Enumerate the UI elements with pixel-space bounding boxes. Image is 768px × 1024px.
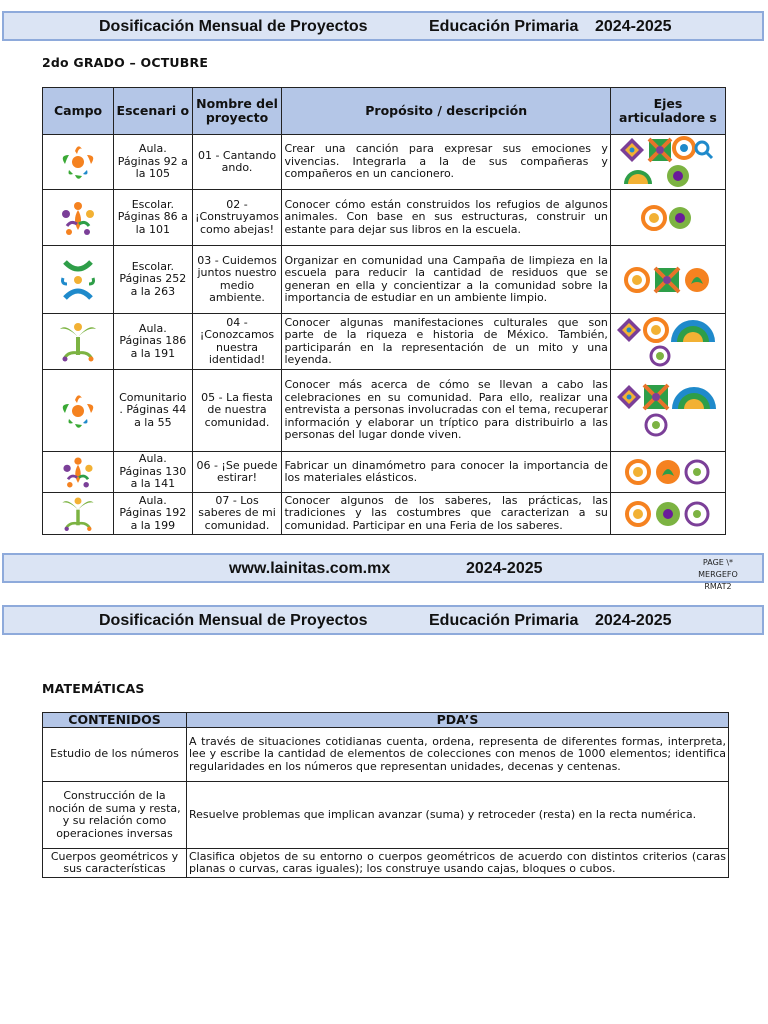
header-level: Educación Primaria <box>429 18 579 35</box>
interculturalidad-icon <box>656 460 680 484</box>
igualdad-genero-icon <box>696 142 712 158</box>
nombre-cell: 01 - Cantando ando. <box>192 135 282 190</box>
campo-lenguajes-icon <box>57 140 99 184</box>
interculturalidad-icon <box>644 385 668 409</box>
campo-cell <box>43 135 114 190</box>
table-row <box>43 493 726 535</box>
interculturalidad-icon <box>656 502 680 526</box>
inclusion-icon <box>617 318 641 342</box>
pda-cell: Clasifica objetos de su entorno o cuerpos geométricos de acuerdo con distintos criterios (caras planas o curvas, caras iguales); los construye usando cajas, bloques o cubos. <box>187 849 729 878</box>
table-row <box>43 849 729 878</box>
ejes-cell <box>610 246 725 314</box>
ejes-cell <box>610 135 725 190</box>
escenario-cell: Escolar. Páginas 86 a la 101 <box>114 190 192 246</box>
campo-humano-icon <box>57 319 99 365</box>
inclusion-icon <box>620 138 644 162</box>
col-campo: Campo <box>43 88 114 135</box>
vida-saludable-icon <box>669 207 691 229</box>
campo-cell <box>43 246 114 314</box>
math-table <box>42 712 729 878</box>
escenario-cell: Comunitario . Páginas 44 a la 55 <box>114 370 192 452</box>
campo-saberes-icon <box>57 196 99 240</box>
footer-website: www.lainitas.com.mx <box>229 560 391 577</box>
nombre-cell: 04 - ¡Conozcamos nuestra identidad! <box>192 314 282 370</box>
pda-cell: A través de situaciones cotidianas cuenta, ordena, representa de diferentes formas, interpreta, lee y escribe la cantidad de elementos de colecciones con menos de 1000 elementos; identifica regularidades en los números que representan unidades, decenas y centenas. <box>187 728 729 782</box>
projects-table-header <box>43 88 726 135</box>
escenario-cell: Aula. Páginas 130 a la 141 <box>114 452 192 493</box>
vida-saludable-icon <box>685 268 709 292</box>
ejes-cell <box>610 452 725 493</box>
projects-table <box>42 87 726 535</box>
header-year: 2024-2025 <box>595 612 672 629</box>
escenario-cell: Aula. Páginas 92 a la 105 <box>114 135 192 190</box>
header-title: Dosificación Mensual de Proyectos <box>99 612 368 629</box>
inclusion-icon <box>617 385 641 409</box>
nombre-cell: 06 - ¡Se puede estirar! <box>192 452 282 493</box>
contenido-cell: Construcción de la noción de suma y resta, y su relación como operaciones inversas <box>43 782 187 849</box>
ejes-cell <box>610 493 725 535</box>
pensamiento-critico-icon <box>645 319 667 341</box>
interculturalidad-icon <box>655 268 679 292</box>
pensamiento-critico-icon <box>627 503 649 525</box>
table-row <box>43 452 726 493</box>
page-footer-banner <box>2 553 764 583</box>
nombre-cell: 07 - Los saberes de mi comunidad. <box>192 493 282 535</box>
campo-cell <box>43 370 114 452</box>
proposito-cell: Conocer algunos de los saberes, las prácticas, las tradiciones y las costumbres que caracterizan a su comunidad. Participar en una Feria de los saberes. <box>282 493 610 535</box>
header-year: 2024-2025 <box>595 18 672 35</box>
table-row <box>43 314 726 370</box>
vida-saludable-icon <box>624 170 652 184</box>
pensamiento-critico-icon <box>626 269 648 291</box>
col-ejes: Ejes articuladore s <box>610 88 725 135</box>
campo-saberes-icon <box>58 452 98 492</box>
campo-lenguajes-icon <box>57 389 99 433</box>
page-field-code: PAGE \* MERGEFO RMAT2 <box>698 558 738 591</box>
nombre-cell: 05 - La fiesta de nuestra comunidad. <box>192 370 282 452</box>
interculturalidad-icon <box>674 138 694 158</box>
contenido-cell: Estudio de los números <box>43 728 187 782</box>
footer-year: 2024-2025 <box>466 560 543 577</box>
apropiacion-culturas-icon <box>667 165 689 187</box>
apropiacion-culturas-icon <box>646 415 666 435</box>
page-header-banner <box>2 11 764 41</box>
campo-etica-icon <box>57 256 99 304</box>
table-row <box>43 246 726 314</box>
igualdad-genero-icon <box>671 320 715 342</box>
ejes-cell <box>610 370 725 452</box>
escenario-cell: Aula. Páginas 192 a la 199 <box>114 493 192 535</box>
campo-cell <box>43 314 114 370</box>
ejes-cell <box>610 314 725 370</box>
apropiacion-culturas-icon <box>686 461 708 483</box>
campo-cell <box>43 190 114 246</box>
campo-humano-icon <box>58 494 98 534</box>
pensamiento-critico-icon <box>649 139 671 161</box>
proposito-cell: Organizar en comunidad una Campaña de limpieza en la escuela para reducir la cantidad de residuos que se generan en ella y concientizar a la comunidad sobre la importancia de estudiar en un ambiente limpio. <box>282 246 610 314</box>
escenario-cell: Aula. Páginas 186 a la 191 <box>114 314 192 370</box>
apropiacion-culturas-icon <box>651 347 669 365</box>
table-row <box>43 370 726 452</box>
header-title: Dosificación Mensual de Proyectos <box>99 18 368 35</box>
proposito-cell: Fabricar un dinamómetro para conocer la importancia de los materiales elásticos. <box>282 452 610 493</box>
igualdad-genero-icon <box>672 387 716 409</box>
subject-title: MATEMÁTICAS <box>42 681 145 696</box>
campo-cell <box>43 452 114 493</box>
table-row <box>43 190 726 246</box>
proposito-cell: Crear una canción para expresar sus emociones y vivencias. Integrarla a la de sus compañeras y compañeros en un cancionero. <box>282 135 610 190</box>
pda-cell: Resuelve problemas que implican avanzar (suma) y retroceder (resta) en la recta numérica. <box>187 782 729 849</box>
pensamiento-critico-icon <box>643 207 665 229</box>
grade-month-title: 2do GRADO – OCTUBRE <box>42 55 209 70</box>
page-header-banner-2 <box>2 605 764 635</box>
table-row <box>43 782 729 849</box>
pensamiento-critico-icon <box>627 461 649 483</box>
table-row <box>43 135 726 190</box>
proposito-cell: Conocer algunas manifestaciones culturales que son parte de la riqueza e historia de México. También, participarán en la representación de un mito y una leyenda. <box>282 314 610 370</box>
math-table-header <box>43 713 729 728</box>
header-level: Educación Primaria <box>429 612 579 629</box>
ejes-cell <box>610 190 725 246</box>
col-escenario: Escenari o <box>114 88 192 135</box>
proposito-cell: Conocer más acerca de cómo se llevan a cabo las celebraciones en su comunidad. Para ello, realizar una entrevista a personas involucradas con el tema, recuperar información y elaborar un tríptico para distribuirlo a las personas del lugar donde viven. <box>282 370 610 452</box>
campo-cell <box>43 493 114 535</box>
apropiacion-culturas-icon <box>686 503 708 525</box>
contenido-cell: Cuerpos geométricos y sus características <box>43 849 187 878</box>
nombre-cell: 03 - Cuidemos juntos nuestro medio ambiente. <box>192 246 282 314</box>
col-nombre: Nombre del proyecto <box>192 88 282 135</box>
table-row <box>43 728 729 782</box>
escenario-cell: Escolar. Páginas 252 a la 263 <box>114 246 192 314</box>
col-proposito: Propósito / descripción <box>282 88 610 135</box>
col-pdas: PDA’S <box>187 713 729 728</box>
col-contenidos: CONTENIDOS <box>43 713 187 728</box>
proposito-cell: Conocer cómo están construidos los refugios de algunos animales. Con base en sus estructuras, construir un estante para dejar sus libros en la escuela. <box>282 190 610 246</box>
nombre-cell: 02 - ¡Construyamos como abejas! <box>192 190 282 246</box>
